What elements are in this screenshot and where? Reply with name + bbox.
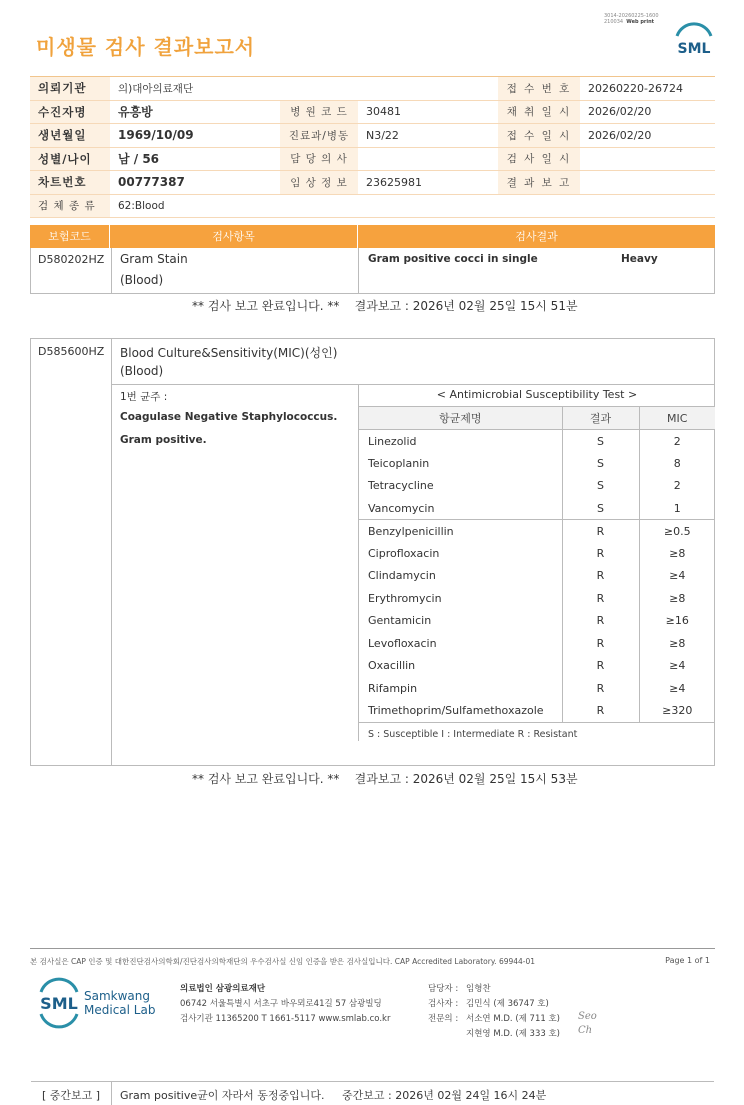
patient-info-row: [30, 171, 715, 195]
ast-result: S: [562, 497, 639, 520]
ast-mic: ≥0.5: [639, 520, 715, 543]
info-label: 담 당 의 사: [280, 147, 358, 171]
col-insurance-code: 보험코드: [30, 225, 110, 248]
patient-info-row: [30, 124, 715, 148]
ast-row: [359, 542, 715, 565]
ast-result: S: [562, 430, 639, 453]
info-value: 남 / 56: [110, 147, 280, 171]
ast-header-result: 결과: [562, 407, 639, 430]
ast-result: R: [562, 542, 639, 565]
gram-grade: Heavy: [621, 253, 658, 265]
ast-row: [359, 565, 715, 588]
info-label: 생년월일: [30, 124, 110, 148]
ast-drug: Linezolid: [368, 434, 417, 448]
staff-name: 서소연 M.D. (제 711 호): [466, 1014, 561, 1024]
ast-row: [359, 520, 715, 543]
organism-name: Coagulase Negative Staphylococcus.: [120, 411, 338, 423]
culture-report-note: ** 검사 보고 완료입니다. ** 결과보고 : 2026년 02월 25일 15시 53분: [192, 772, 578, 786]
info-label: 수진자명: [30, 100, 110, 124]
ast-result: S: [562, 475, 639, 498]
info-value: 00777387: [110, 171, 280, 195]
info-value: 2026/02/20: [580, 124, 715, 148]
org-address: 06742 서울특별시 서초구 바우뫼로41길 57 삼광빌딩: [180, 999, 382, 1009]
staff-row: [428, 1027, 560, 1039]
ast-drug: Teicoplanin: [368, 456, 430, 470]
logo-line2: Medical Lab: [84, 1003, 156, 1017]
gram-stain-result: [30, 248, 715, 294]
ast-drug: Oxacillin: [368, 659, 416, 673]
samkwang-logo-mark: [36, 980, 82, 1024]
ast-result: R: [562, 632, 639, 655]
patient-info-row: [30, 147, 715, 171]
info-value: N3/22: [358, 124, 498, 148]
staff-row: [428, 982, 491, 994]
info-value: [358, 147, 498, 171]
print-id: 3014-20260225-1600: [604, 13, 659, 19]
patient-info-row: [30, 194, 715, 218]
ast-mic: 2: [639, 475, 715, 498]
interim-text: Gram positive균이 자라서 동정중입니다. 중간보고 : 2026년 02월 24일 16시 24분: [120, 1089, 547, 1102]
isolate-label: 1번 균주 :: [120, 391, 168, 403]
ast-result: R: [562, 610, 639, 633]
staff-role: 검사자 :: [428, 999, 459, 1009]
ast-result: R: [562, 655, 639, 678]
sml-logo-text: SML: [677, 41, 711, 57]
staff-name: 지현영 M.D. (제 333 호): [466, 1029, 561, 1039]
info-label: [280, 77, 358, 101]
signature-1: Seo: [578, 1011, 597, 1022]
gram-result: Gram positive cocci in single: [368, 253, 538, 265]
info-label: 접 수 일 시: [498, 124, 580, 148]
staff-role: 담당자 :: [428, 984, 459, 994]
info-label: 결 과 보 고: [498, 171, 580, 195]
info-label: 병 원 코 드: [280, 100, 358, 124]
interim-label: [ 중간보고 ]: [41, 1089, 101, 1102]
info-value: [580, 171, 715, 195]
info-label: 의뢰기관: [30, 77, 110, 101]
ast-mic: ≥16: [639, 610, 715, 633]
organism-gram: Gram positive.: [120, 434, 207, 446]
culture-specimen: (Blood): [120, 364, 164, 378]
ast-drug: Gentamicin: [368, 614, 432, 628]
ast-drug: Ciprofloxacin: [368, 546, 440, 560]
info-label: 성별/나이: [30, 147, 110, 171]
staff-name: 김민식 (제 36747 호): [466, 999, 549, 1009]
ast-header-mic: MIC: [639, 407, 715, 430]
ast-mic: ≥8: [639, 542, 715, 565]
ast-drug: Levofloxacin: [368, 636, 437, 650]
ast-row: [359, 497, 715, 520]
info-label: 임 상 정 보: [280, 171, 358, 195]
ast-drug: Vancomycin: [368, 501, 435, 515]
info-label: 차트번호: [30, 171, 110, 195]
ast-drug: Erythromycin: [368, 591, 442, 605]
staff-name: 임형찬: [466, 984, 491, 994]
print-meta: [604, 13, 659, 25]
culture-code: D585600HZ: [38, 345, 105, 358]
info-value: 30481: [358, 100, 498, 124]
info-value: 20260220-26724: [580, 77, 715, 101]
ast-panel: [359, 384, 715, 745]
ast-row: [359, 677, 715, 700]
info-label: 진료과/병동: [280, 124, 358, 148]
ast-mic: ≥320: [639, 700, 715, 723]
info-value: 의)대아의료재단: [110, 77, 280, 101]
patient-info-row: [30, 77, 715, 101]
ast-row: [359, 632, 715, 655]
gram-report-note: ** 검사 보고 완료입니다. ** 결과보고 : 2026년 02월 25일 15시 51분: [192, 299, 578, 313]
ast-mic: 8: [639, 452, 715, 475]
results-header: [30, 225, 715, 248]
info-value: 2026/02/20: [580, 100, 715, 124]
ast-mic: ≥4: [639, 677, 715, 700]
gram-code: D580202HZ: [38, 253, 105, 266]
ast-result: R: [562, 565, 639, 588]
print-mode: 210034 Web print: [604, 19, 655, 25]
ast-result: R: [562, 677, 639, 700]
info-value: 1969/10/09: [110, 124, 280, 148]
ast-row: [359, 610, 715, 633]
ast-mic: ≥4: [639, 565, 715, 588]
patient-info-row: [30, 100, 715, 124]
col-test-result: 검사결과: [515, 230, 558, 243]
col-test-item: 검사항목: [110, 225, 358, 248]
culture-test-name: Blood Culture&Sensitivity(MIC)(성인): [120, 346, 338, 360]
ast-title: < Antimicrobial Susceptibility Test >: [436, 388, 638, 401]
page-title: 미생물 검사 결과보고서: [36, 35, 256, 59]
ast-drug: Tetracycline: [368, 479, 434, 493]
signature-2: Ch: [578, 1025, 593, 1036]
gram-test-name: Gram Stain: [120, 252, 188, 266]
ast-result: R: [562, 587, 639, 610]
ast-result: R: [562, 520, 639, 543]
ast-mic: 1: [639, 497, 715, 520]
ast-row: [359, 475, 715, 498]
ast-result: S: [562, 452, 639, 475]
ast-drug: Clindamycin: [368, 569, 436, 583]
ast-drug: Rifampin: [368, 681, 418, 695]
org-contact: 검사기관 11365200 T 1661-5117 www.smlab.co.kr: [180, 1014, 391, 1024]
info-label: 채 취 일 시: [498, 100, 580, 124]
ast-row: [359, 430, 715, 453]
ast-row: [359, 655, 715, 678]
ast-table: [359, 406, 715, 722]
staff-row: [428, 1012, 560, 1024]
info-label: 검 체 종 류: [30, 194, 110, 218]
ast-mic: 2: [639, 430, 715, 453]
info-value: [358, 77, 498, 101]
patient-info-table: [30, 76, 715, 218]
staff-role: 전문의 :: [428, 1014, 459, 1024]
ast-row: [359, 700, 715, 723]
info-value: 유흥방: [110, 100, 280, 124]
info-value: 23625981: [358, 171, 498, 195]
info-value: [580, 147, 715, 171]
info-label: 접 수 번 호: [498, 77, 580, 101]
page-number: Page 1 of 1: [665, 956, 710, 965]
org-name: 의료법인 삼광의료재단: [180, 984, 266, 994]
cap-certification: 본 검사실은 CAP 인증 및 대한진단검사의학회/진단검사의학재단의 우수검사실 신임 인증을 받은 검사실입니다. CAP Accredited Laboratory. 69944-01: [30, 957, 536, 966]
ast-legend: S : Susceptible I : Intermediate R : Resistant: [359, 722, 715, 745]
logo-line1: Samkwang: [84, 989, 150, 1003]
gram-specimen: (Blood): [120, 273, 164, 287]
info-value: 62:Blood: [110, 194, 715, 218]
ast-mic: ≥8: [639, 632, 715, 655]
ast-mic: ≥8: [639, 587, 715, 610]
ast-drug: Trimethoprim/Sulfamethoxazole: [368, 704, 544, 718]
ast-row: [359, 452, 715, 475]
samkwang-logo-text: SML: [40, 994, 78, 1013]
ast-result: R: [562, 700, 639, 723]
ast-header-drug: 항균제명: [359, 407, 562, 430]
ast-drug: Benzylpenicillin: [359, 520, 562, 543]
footer-divider: [30, 948, 715, 949]
ast-mic: ≥4: [639, 655, 715, 678]
ast-row: [359, 587, 715, 610]
interim-report: [31, 1081, 714, 1105]
sml-logo: [671, 22, 717, 64]
staff-row: [428, 997, 549, 1009]
info-label: 검 사 일 시: [498, 147, 580, 171]
